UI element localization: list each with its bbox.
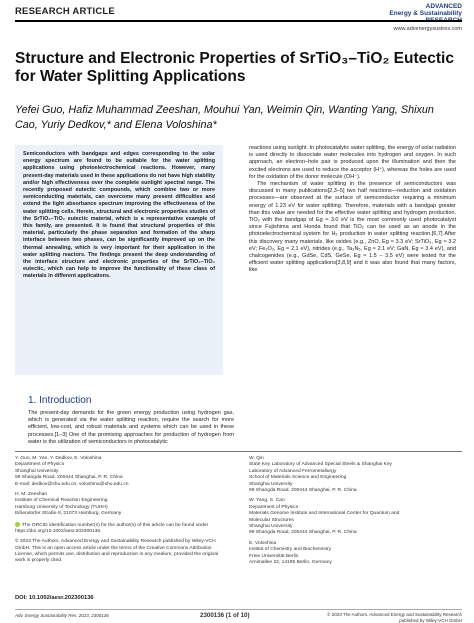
abstract-box [15,145,223,375]
affiliation-line: Institute of Chemical Reaction Engineering [15,498,108,504]
affiliation-line: Molecular Structures [249,517,294,523]
section-heading-introduction: 1. Introduction [28,395,92,406]
license-text: © 2023 The Authors. Advanced Energy and Sustainability Research published by Wiley-VCH GmbH. This is an open access article under the terms of the Creative Commons Attribution License, which permits use, distribution and reproduction in any medium, provided the original work is properly cited. [15,539,219,564]
affiliations-right [249,456,459,567]
affiliation-line: Institut of Chemistry and Biochemistry [249,547,332,553]
footer-copyright [312,612,462,623]
affiliation-line: Laboratory of Advanced Ferrometallurgy [249,468,337,474]
author-list: Yefei Guo, Hafiz Muhammad Zeeshan, Mouhui Yan, Weimin Qin, Wanting Yang, Shixun Cao, Yuriy Dedkov,* and Elena Voloshina* [15,104,434,131]
abstract-text: Semiconductors with bandgaps and edges corresponding to the solar energy spectrum are found to be suitable for the water splitting applications using photoelectrochemical reactions. However, many present-day materials used in these applications do not have high stability and/or high effectiveness over the complete sunlight spectral range. The recently proposed eutectic compounds, which combine two or more semiconducting materials, can overcome many present difficulties and extend the light absorbance spectrum improving the effectiveness of the water splitting cells. Herein, structural and electronic properties studies of the SrTiO₃–TiO₂ eutectic material, which is a representative example of this family, are presented. It is found that structural properties of this material, particularly the phase separation and formation of the sharp interface between two phases, can be significantly improved up on the thermal annealing, which is very important for their application in the water splitting reactors. The findings present the deep understanding of the interface structure and electronic properties of the SrTiO₃–TiO₂ eutectic, which can help to improve the functionality of these class of materials in different applications. [23,151,215,280]
affiliation-line: Shanghai University [249,524,293,530]
affiliation-names: W. Yang, S. Cao [249,498,285,504]
affiliation-line: Department of Physics [249,504,299,510]
header-divider [15,20,462,22]
footer-divider [15,609,462,610]
intro-paragraph-right-1: reactions using sunlight. In photocatalytic water splitting, the energy of solar radiation is used directly to dissociate water molecules into hydrogen and oxygen. In such approach, an electron–hole pair is produced upon the illumination and then the excited electrons are used to reduce the acceptor (H⁺), whereas the holes are used for the oxidation of the donor molecule (OH⁻). [249,145,456,180]
affiliation-line: Materials Genome Institute and International Center for Quantum and [249,511,400,517]
footer-journal-citation: Adv. Energy Sustainability Res. 2023, 2300136 [15,613,109,618]
intro-paragraph-right-2: The mechanism of water splitting in the presence of semiconductors was discussed in many publications[2,3–5] two half reactions—reduction and oxidation processes—are observed at the surface of semiconductor requiring a minimum energy of 1.23 eV for water splitting. Therefore, materials with a bandgap greater than this value are needed for the effective water splitting and hydrogen production. TiO₂ with the bandgap of Eg ≈ 3.0 eV is the most commonly used photocatalyst since Fujishima and Honda found that TiO₂ can be used as an anode in the photoelectrochemical system for H₂ production in water splitting reaction.[6,7] After this discovery many materials, like oxides (e.g., ZnO, Eg ≈ 3.3 eV; SrTiO₃, Eg ≈ 3.2 eV; Fe₂O₃, Eg ≈ 2.1 eV), nitrides (e.g., Ta₃N₅, Eg ≈ 2.1 eV; GaN, Eg ≈ 3.4 eV), and chalcogenides (e.g., GdSe, CdS, GeSe, Eg ≈ 1.5 – 3.5 eV) were tested for the efficient water splitting applications[3,8,9] and it was also found that many factors, like [249,181,456,274]
affiliation-line: School of Materials Science and Engineering [249,475,347,481]
affiliation-line: 99 Shangda Road, 200444 Shanghai, P. R. China [15,475,123,481]
orcid-text[interactable]: The ORCID identification number(s) for the author(s) of this article can be found under https://doi.org/10.1002/aesr.202300136. [15,522,209,534]
affiliation-names: Y. Guo, M. Yan, Y. Dedkov, E. Voloshina [15,456,102,461]
affiliation-divider [15,451,462,452]
orcid-note [15,522,227,536]
journal-url-link[interactable]: www.advenergysustres.com [393,26,462,32]
right-column [249,145,456,275]
page-header [0,0,474,22]
affiliation-line: 99 Shangda Road, 200444 Shanghai, P. R. China [249,530,357,536]
affiliation-line: Shanghai University [15,468,59,474]
journal-logo-line1: ADVANCED [425,3,462,10]
affiliation-line: State Key Laboratory of Advanced Special Steels & Shanghai Key [249,462,393,468]
doi-label[interactable]: DOI: 10.1002/aesr.202300136 [15,595,94,601]
affiliations-left [15,456,227,565]
article-title: Structure and Electronic Properties of SrTiO₃–TiO₂ Eutectic for Water Splitting Applications [15,50,454,85]
footer-copyright-line: published by Wiley-VCH GmbH [399,617,462,623]
affiliation-line: Shanghai University [249,481,293,487]
affiliation-line: Department of Physics [15,462,65,468]
affiliation-names: W. Qin [249,456,264,461]
intro-paragraph-left: The present-day demands for the green energy production using hydrogen gas, which is generated via the water splitting reaction, require the search for more efficient, low-cost, and robust materials and systems which can be used in these processes.[1–3] One of the promising approaches for production of hydrogen from water is the utilization of semiconductors in photocatalytic [28,410,234,445]
orcid-icon [15,522,20,527]
affiliation-line: Freie Universität Berlin [249,553,299,559]
footer-copyright-line: © 2023 The Authors. Advanced Energy and Sustainability Research [327,612,462,617]
affiliation-line: Hamburg University of Technology (TUHH) [15,504,108,510]
affiliation-names: H. M. Zeeshan [15,492,48,498]
affiliation-line: Eißendorfer Straße 8, 21073 Hamburg, Germany [15,511,122,517]
article-type-label: RESEARCH ARTICLE [15,6,115,17]
affiliation-line: Arnimallee 22, 14195 Berlin, Germany [249,560,332,566]
affiliation-email[interactable]: E-mail: dedkov@shu.edu.cn; voloshina@shu.edu.cn [15,481,129,487]
journal-logo-line2: Energy & Sustainability [389,10,462,17]
footer-page-number: 2300136 (1 of 10) [200,612,250,619]
affiliation-names: E. Voloshina [249,540,277,546]
affiliation-line: 99 Shangda Road, 200444 Shanghai, P. R. China [249,488,357,494]
